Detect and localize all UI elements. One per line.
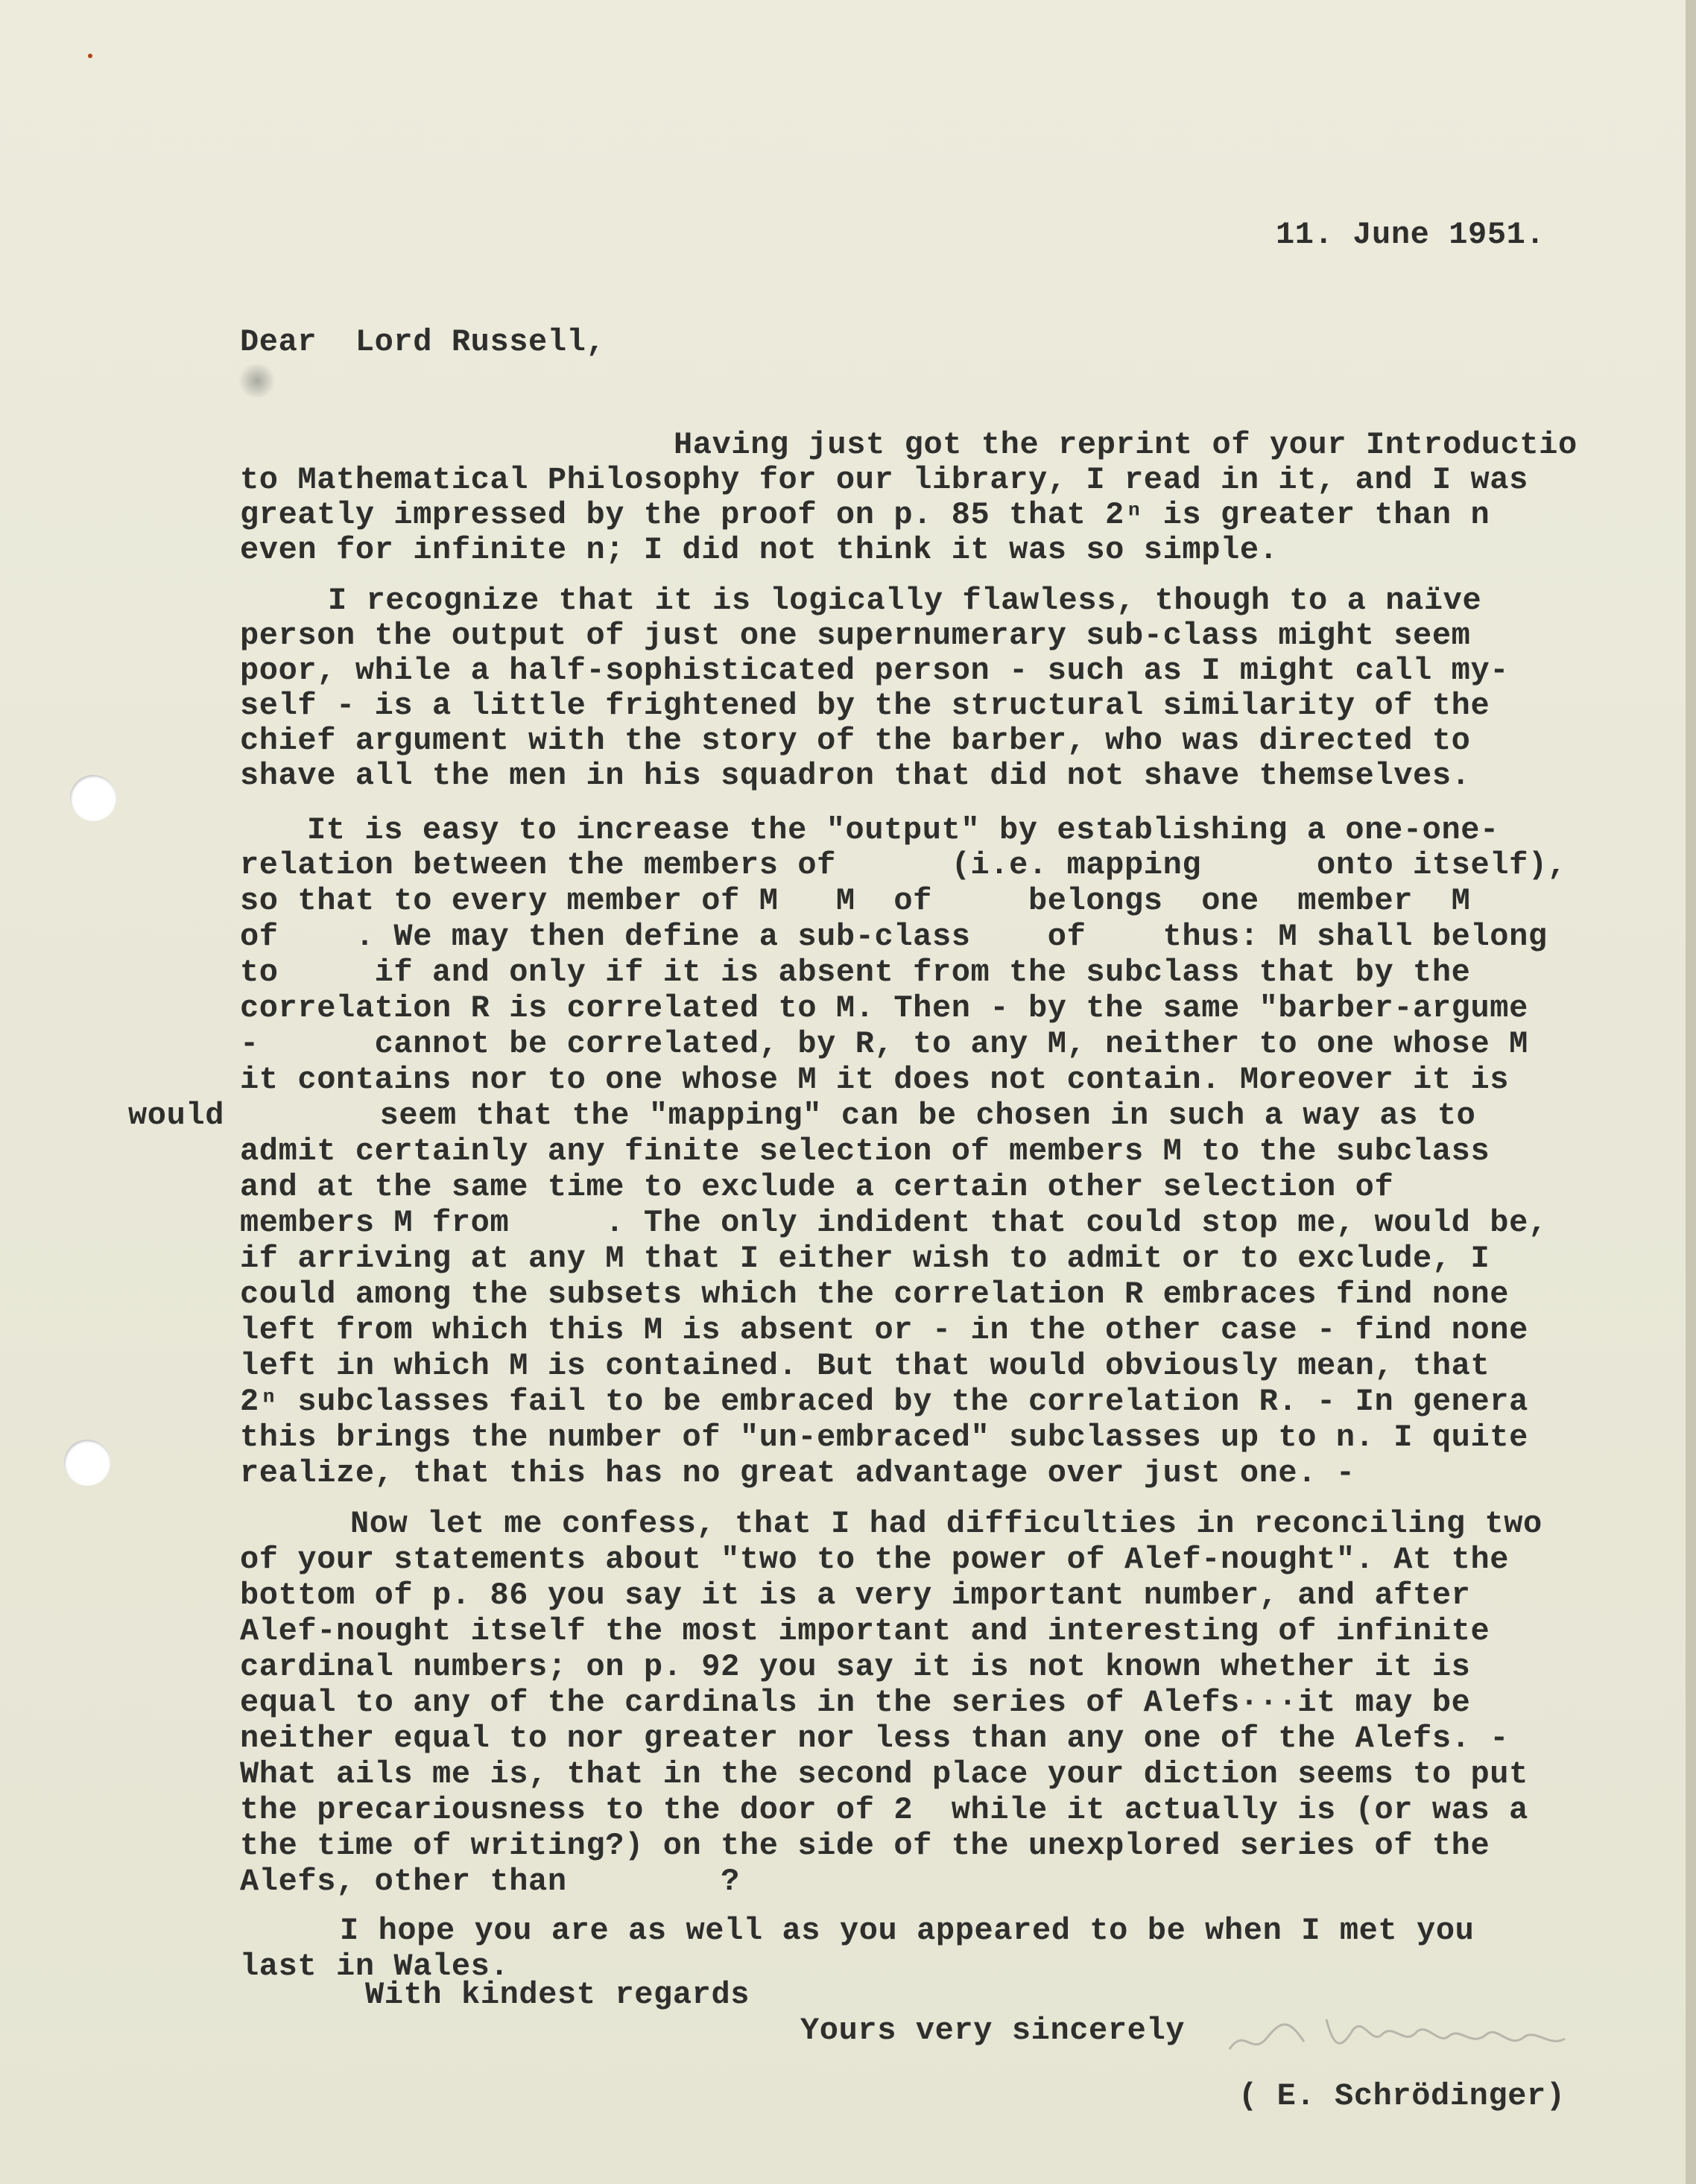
body-line: correlation R is correlated to M. Then - by the same "barber-argume: [240, 990, 1528, 1026]
body-line: Alef-nought itself the most important and interesting of infinite: [240, 1613, 1490, 1649]
ink-mark: [88, 54, 92, 58]
closing-regards: With kindest regards: [365, 1977, 750, 2013]
body-line: admit certainly any finite selection of members M to the subclass: [240, 1133, 1490, 1169]
body-line: Now let me confess, that I had difficulties in reconciling two: [350, 1506, 1542, 1542]
body-line: chief argument with the story of the barber, who was directed to: [240, 723, 1471, 759]
body-line: of . We may then define a sub-class of thus: M shall belong: [240, 919, 1548, 955]
margin-insertion: would: [128, 1098, 225, 1133]
body-line: poor, while a half-sophisticated person - such as I might call my-: [240, 653, 1510, 689]
body-line: even for infinite n; I did not think it was so simple.: [240, 532, 1279, 568]
letter-date: 11. June 1951.: [1276, 217, 1545, 253]
body-line: to Mathematical Philosophy for our library, I read in it, and I was: [240, 462, 1528, 498]
body-line: person the output of just one supernumerary sub-class might seem: [240, 618, 1471, 653]
body-line: the time of writing?) on the side of the unexplored series of the: [240, 1828, 1490, 1864]
body-line: shave all the men in his squadron that did not shave themselves.: [240, 758, 1471, 794]
body-line: could among the subsets which the correlation R embraces find none: [240, 1276, 1510, 1312]
body-line: last in Wales.: [240, 1949, 510, 1984]
salutation: Dear Lord Russell,: [240, 324, 606, 360]
body-line: Having just got the reprint of your Introductio: [674, 427, 1578, 463]
body-line: to if and only if it is absent from the subclass that by the: [240, 955, 1471, 990]
body-line: realize, that this has no great advantage over just one. -: [240, 1455, 1355, 1491]
body-line: members M from . The only indident that could stop me, would be,: [240, 1205, 1548, 1241]
closing-sincerely: Yours very sincerely: [800, 2013, 1186, 2048]
body-line: of your statements about "two to the power of Alef-nought". At the: [240, 1542, 1510, 1577]
body-line: bottom of p. 86 you say it is a very important number, and after: [240, 1577, 1471, 1613]
body-line: equal to any of the cardinals in the series of Alefs···it may be: [240, 1685, 1471, 1721]
body-line: this brings the number of "un-embraced" subclasses up to n. I quite: [240, 1419, 1528, 1455]
punch-hole-top: [70, 775, 116, 821]
body-line: greatly impressed by the proof on p. 85 that 2ⁿ is greater than n: [240, 497, 1490, 533]
paper-edge: [1686, 0, 1696, 2184]
body-line: 2ⁿ subclasses fail to be embraced by the correlation R. - In genera: [240, 1384, 1528, 1419]
body-line: - cannot be correlated, by R, to any M, neither to one whose M: [240, 1026, 1528, 1062]
handwritten-signature: [1222, 2004, 1610, 2064]
body-line: I hope you are as well as you appeared to be when I met you: [340, 1913, 1475, 1949]
body-line: neither equal to nor greater nor less than any one of the Alefs. -: [240, 1721, 1510, 1756]
body-line: What ails me is, that in the second place your diction seems to put: [240, 1756, 1528, 1792]
body-line: It is easy to increase the "output" by establishing a one-one-: [307, 812, 1499, 848]
body-line: relation between the members of (i.e. mapping onto itself),: [240, 847, 1567, 883]
body-line: if arriving at any M that I either wish to admit or to exclude, I: [240, 1241, 1490, 1276]
body-line: it contains nor to one whose M it does not contain. Moreover it is: [240, 1062, 1510, 1098]
body-line: left in which M is contained. But that would obviously mean, that: [240, 1348, 1490, 1384]
body-line: so that to every member of M M of belongs one member M: [240, 883, 1471, 919]
body-line: and at the same time to exclude a certain other selection of: [240, 1169, 1394, 1205]
body-line: left from which this M is absent or - in the other case - find none: [240, 1312, 1528, 1348]
ink-smudge: [237, 364, 277, 398]
body-line: the precariousness to the door of 2 while it actually is (or was a: [240, 1792, 1528, 1828]
body-line: cardinal numbers; on p. 92 you say it is not known whether it is: [240, 1649, 1471, 1685]
punch-hole-bottom: [64, 1440, 110, 1486]
signature-name: ( E. Schrödinger): [1238, 2078, 1566, 2114]
body-line: Alefs, other than ?: [240, 1864, 740, 1899]
body-line: I recognize that it is logically flawless, though to a naïve: [328, 583, 1482, 618]
body-line: seem that the "mapping" can be chosen in such a way as to: [341, 1098, 1476, 1133]
body-line: self - is a little frightened by the structural similarity of the: [240, 688, 1490, 724]
